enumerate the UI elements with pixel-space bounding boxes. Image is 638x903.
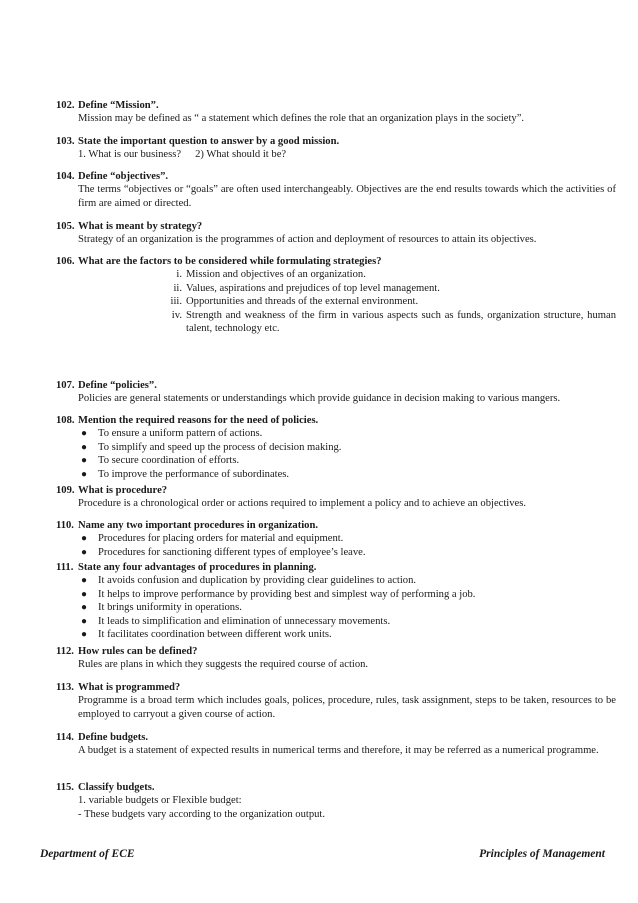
question-title: 112. How rules can be defined? <box>56 646 198 657</box>
list-item: ● It avoids confusion and duplication by providing clear guidelines to action. <box>81 575 417 587</box>
list-item: ● To ensure a uniform pattern of actions. <box>81 428 263 440</box>
answer-text: Strategy of an organization is the programmes of action and deployment of resources to attain its objectives. <box>78 234 537 246</box>
bullet-icon: ● <box>81 468 88 480</box>
qa-112 <box>56 645 616 672</box>
question-title: 107. Define “policies”. <box>56 380 157 391</box>
list-item: ● To simplify and speed up the process of decision making. <box>81 441 342 453</box>
question-title: 110. Name any two important procedures in organization. <box>56 520 319 531</box>
question-title: 111. State any four advantages of procedures in planning. <box>56 562 317 573</box>
qa-102 <box>56 99 616 126</box>
list-item: i. Mission and objectives of an organization. <box>176 269 366 281</box>
question-title: 109. What is procedure? <box>56 485 168 496</box>
footer-course: Principles of Management <box>479 848 605 860</box>
list-item: ● It brings uniformity in operations. <box>81 602 242 614</box>
bullet-icon: ● <box>81 441 88 453</box>
question-title: 115. Classify budgets. <box>56 782 155 793</box>
list-item: ● To improve the performance of subordinates. <box>81 468 290 480</box>
list-item: ● It leads to simplification and elimination of unnecessary movements. <box>81 615 391 627</box>
bullet-icon: ● <box>81 575 88 587</box>
list-item: ● It helps to improve performance by providing best and simplest way of performing a job. <box>81 588 476 600</box>
qa-104 <box>56 170 616 210</box>
bullet-icon: ● <box>81 533 88 545</box>
bullet-icon: ● <box>81 455 88 467</box>
qa-115 <box>56 781 616 821</box>
list-item: ● Procedures for placing orders for material and equipment. <box>81 533 344 545</box>
bullet-icon: ● <box>81 615 88 627</box>
list-item: iv. Strength and weakness of the firm in various aspects such as funds, organization structure, human talent, technology etc. <box>171 309 616 335</box>
bullet-icon: ● <box>81 588 88 600</box>
question-title: 108. Mention the required reasons for the need of policies. <box>56 415 319 426</box>
list-item: iii. Opportunities and threads of the external environment. <box>170 296 419 308</box>
qa-113 <box>56 681 616 721</box>
qa-110 <box>56 519 616 559</box>
question-title: 102. Define “Mission”. <box>56 100 159 111</box>
qa-107 <box>56 379 616 406</box>
answer-text: Programme is a broad term which includes goals, polices, procedure, rules, task assignment, steps to be taken, resources to be employed to carryout a given course of action. <box>78 695 616 720</box>
list-item: ● It facilitates coordination between different work units. <box>81 629 332 641</box>
qa-105 <box>56 220 616 247</box>
qa-109 <box>56 484 616 511</box>
qa-108 <box>56 414 616 481</box>
answer-text: Mission may be defined as “ a statement which defines the role that an organization plays in the society”. <box>78 113 525 125</box>
bullet-icon: ● <box>81 546 88 558</box>
question-title: 113. What is programmed? <box>56 682 181 693</box>
question-title: 106. What are the factors to be considered while formulating strategies? <box>56 256 382 267</box>
qa-114 <box>56 731 616 758</box>
question-title: 104. Define “objectives”. <box>56 171 169 182</box>
answer-text: The terms “objectives or “goals” are often used interchangeably. Objectives are the end results towards which the activities of firm are aimed or directed. <box>78 184 616 209</box>
answer-text: Policies are general statements or understandings which provide guidance in decision making to various mangers. <box>78 393 561 405</box>
list-item: ii. Values, aspirations and prejudices of top level management. <box>173 282 440 294</box>
question-title: 114. Define budgets. <box>56 732 149 743</box>
answer-line: 1. variable budgets or Flexible budget: <box>78 795 242 807</box>
answer-row: 1. What is our business? 2) What should it be? <box>78 149 287 161</box>
qa-103 <box>56 135 616 162</box>
qa-111 <box>56 561 616 641</box>
list-item: ● To secure coordination of efforts. <box>81 455 240 467</box>
qa-106 <box>56 255 616 335</box>
question-title: 103. State the important question to answer by a good mission. <box>56 136 340 147</box>
answer-text: Procedure is a chronological order or actions required to implement a policy and to achieve an objectives. <box>78 498 527 510</box>
answer-text: Rules are plans in which they suggests the required course of action. <box>78 659 369 671</box>
answer-text: A budget is a statement of expected results in numerical terms and therefore, it may be referred as a numerical programme. <box>78 745 599 757</box>
bullet-icon: ● <box>81 602 88 614</box>
list-item: ● Procedures for sanctioning different types of employee’s leave. <box>81 546 366 558</box>
footer-department: Department of ECE <box>40 848 135 860</box>
question-title: 105. What is meant by strategy? <box>56 221 203 232</box>
bullet-icon: ● <box>81 629 88 641</box>
answer-line: - These budgets vary according to the organization output. <box>78 808 326 820</box>
bullet-icon: ● <box>81 428 88 440</box>
